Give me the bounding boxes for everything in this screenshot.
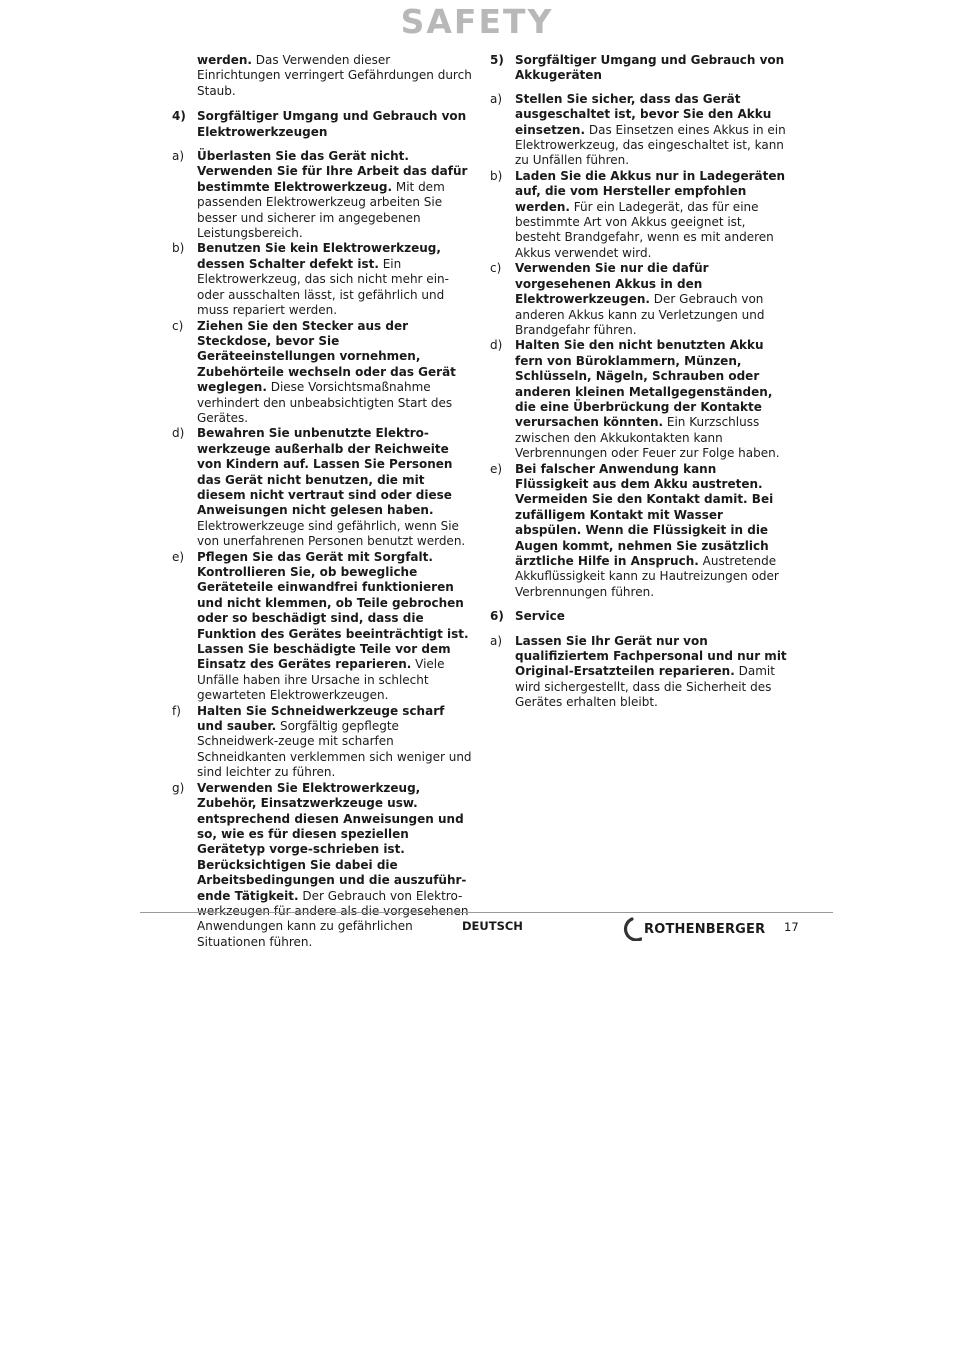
item-text: Für ein Ladegerät, das für eine bestimmte Art von Akkus geeignet ist, besteht Brandgefahr, wenn es mit anderen Akkus verwendet wird. bbox=[515, 199, 774, 260]
list-item bbox=[172, 319, 472, 427]
right-column bbox=[490, 53, 790, 711]
item-label: g) bbox=[172, 780, 185, 795]
page-number: 17 bbox=[784, 920, 799, 934]
page-title: SAFETY bbox=[400, 2, 554, 41]
section-5-title: Sorgfältiger Umgang und Gebrauch von Akkugeräten bbox=[515, 53, 785, 83]
item-bold: Halten Sie Schneidwerkzeuge scharf und sauber. bbox=[197, 703, 445, 734]
list-item bbox=[490, 261, 790, 338]
intro-paragraph bbox=[172, 53, 472, 99]
item-text: Damit wird sichergestellt, dass die Sicherheit des Gerätes erhalten bleibt. bbox=[515, 664, 775, 710]
item-label: b) bbox=[490, 168, 503, 183]
list-item bbox=[490, 92, 790, 169]
item-bold: Pflegen Sie das Gerät mit Sorgfalt. Kontrollieren Sie, ob bewegliche Geräteteile einwandfrei funktionieren und nicht klemmen, ob Teile gebrochen oder so beschädigt sind, dass die Funktion des Gerätes beeinträchtigt ist. Lassen Sie beschädigte Teile vor dem Einsatz des Gerätes reparieren. bbox=[197, 549, 469, 672]
list-item bbox=[172, 241, 472, 318]
item-bold: Verwenden Sie Elektrowerkzeug, Zubehör, Einsatzwerkzeuge usw. entsprechend diesen Anweisungen und so, wie es für diesen speziellen Gerätetyp vorge-schrieben ist. Berücksichtigen Sie dabei die Arbeitsbedingungen und die auszuführ-ende Tätigkeit. bbox=[197, 780, 467, 903]
brand-swoosh-icon bbox=[620, 917, 642, 941]
list-item bbox=[490, 462, 790, 601]
item-text: Diese Vorsichtsmaßnahme verhindert den unbeabsichtigten Start des Gerätes. bbox=[197, 380, 453, 425]
intro-text: Das Verwenden dieser Einrichtungen verringert Gefährdungen durch Staub. bbox=[197, 53, 472, 98]
item-label: c) bbox=[172, 318, 184, 333]
item-label: a) bbox=[490, 91, 503, 106]
section-6-heading bbox=[490, 609, 790, 624]
left-column bbox=[172, 53, 472, 950]
section-5-list bbox=[490, 92, 790, 600]
section-6-number: 6) bbox=[490, 609, 504, 624]
section-4-list bbox=[172, 149, 472, 950]
item-text: Der Gebrauch von anderen Akkus kann zu Verletzungen und Brandgefahr führen. bbox=[515, 292, 765, 337]
section-5-heading bbox=[490, 53, 790, 84]
item-bold: Bewahren Sie unbenutzte Elektro-werkzeuge außerhalb der Reichweite von Kindern auf. Lassen Sie Personen das Gerät nicht benutzen, die mit diesem nicht vertraut sind oder diese Anweisungen nicht gelesen haben. bbox=[197, 426, 453, 518]
item-text: Austretende Akkuflüssigkeit kann zu Hautreizungen oder Verbrennungen führen. bbox=[515, 554, 779, 599]
list-item bbox=[172, 426, 472, 549]
item-label: b) bbox=[172, 241, 185, 256]
item-text: Der Gebrauch von Elektro-werkzeugen für andere als die vorgesehenen Anwendungen kann zu gefährlichen Situationen führen. bbox=[197, 888, 469, 949]
item-text: Sorgfältig gepflegte Schneidwerk-zeuge mit scharfen Schneidkanten verklemmen sich weniger und sind leichter zu führen. bbox=[197, 719, 472, 780]
intro-bold: werden. bbox=[197, 53, 252, 67]
brand-name: ROTHENBERGER bbox=[644, 921, 766, 937]
footer-language: DEUTSCH bbox=[462, 919, 523, 933]
item-bold: Laden Sie die Akkus nur in Ladegeräten auf, die vom Hersteller empfohlen werden. bbox=[515, 168, 786, 214]
section-5-number: 5) bbox=[490, 53, 504, 67]
item-text: Mit dem passenden Elektrowerkzeug arbeiten Sie besser und sicherer im angegebenen Leistungsbereich. bbox=[197, 179, 445, 241]
item-label: a) bbox=[490, 633, 503, 648]
item-bold: Bei falscher Anwendung kann Flüssigkeit aus dem Akku austreten. Vermeiden Sie den Kontakt damit. Bei zufälligem Kontakt mit Wasser abspülen. Wenn die Flüssigkeit in die Augen kommt, nehmen Sie zusätzlich ärztliche Hilfe in Anspruch. bbox=[515, 461, 774, 568]
item-label: a) bbox=[172, 149, 185, 164]
item-text: Elektrowerkzeuge sind gefährlich, wenn Sie von unerfahrenen Personen benutzt werden. bbox=[197, 518, 466, 549]
item-bold: Überlasten Sie das Gerät nicht. Verwenden Sie für Ihre Arbeit das dafür bestimmte Elektrowerkzeug. bbox=[197, 149, 468, 194]
section-4-heading bbox=[172, 109, 472, 140]
item-bold: Halten Sie den nicht benutzten Akku fern von Büroklammern, Münzen, Schlüsseln, Nägeln, Schrauben oder anderen kleinen Metallgegenständen, die eine Überbrückung der Kontakte verursachen könnten. bbox=[515, 338, 773, 430]
list-item bbox=[490, 338, 790, 461]
list-item bbox=[172, 704, 472, 781]
footer-divider bbox=[140, 912, 833, 913]
item-label: e) bbox=[172, 549, 185, 564]
item-bold: Benutzen Sie kein Elektrowerkzeug, dessen Schalter defekt ist. bbox=[197, 241, 441, 271]
item-bold: Lassen Sie Ihr Gerät nur von qualifiziertem Fachpersonal und nur mit Original-Ersatzteilen reparieren. bbox=[515, 633, 787, 679]
list-item bbox=[172, 550, 472, 704]
item-label: c) bbox=[490, 261, 502, 276]
item-label: d) bbox=[490, 338, 503, 353]
list-item bbox=[490, 169, 790, 261]
item-label: d) bbox=[172, 426, 185, 441]
item-text: Ein Kurzschluss zwischen den Akkukontakten kann Verbrennungen oder Feuer zur Folge haben. bbox=[515, 415, 780, 461]
item-bold: Verwenden Sie nur die dafür vorgesehenen Akkus in den Elektrowerkzeugen. bbox=[515, 261, 709, 307]
list-item bbox=[490, 634, 790, 711]
brand-logo bbox=[620, 917, 765, 941]
item-label: e) bbox=[490, 461, 503, 476]
item-bold: Stellen Sie sicher, dass das Gerät ausgeschaltet ist, bevor Sie den Akku einsetzen. bbox=[515, 91, 772, 137]
item-text: Ein Elektrowerkzeug, das sich nicht mehr ein- oder ausschalten lässt, ist gefährlich und muss repariert werden. bbox=[197, 256, 449, 318]
item-text: Das Einsetzen eines Akkus in ein Elektrowerkzeug, das eingeschaltet ist, kann zu Unfällen führen. bbox=[515, 122, 786, 168]
section-4-title: Sorgfältiger Umgang und Gebrauch von Elektrowerkzeugen bbox=[197, 109, 467, 139]
list-item bbox=[172, 781, 472, 950]
section-6-title: Service bbox=[515, 609, 565, 624]
item-label: f) bbox=[172, 703, 181, 718]
list-item bbox=[172, 149, 472, 241]
section-4-number: 4) bbox=[172, 109, 186, 124]
section-6-list bbox=[490, 634, 790, 711]
item-bold: Ziehen Sie den Stecker aus der Steckdose, bevor Sie Geräteeinstellungen vornehmen, Zubehörteile wechseln oder das Gerät weglegen. bbox=[197, 318, 456, 395]
item-text: Viele Unfälle haben ihre Ursache in schlecht gewarteten Elektrowerkzeugen. bbox=[197, 657, 445, 703]
